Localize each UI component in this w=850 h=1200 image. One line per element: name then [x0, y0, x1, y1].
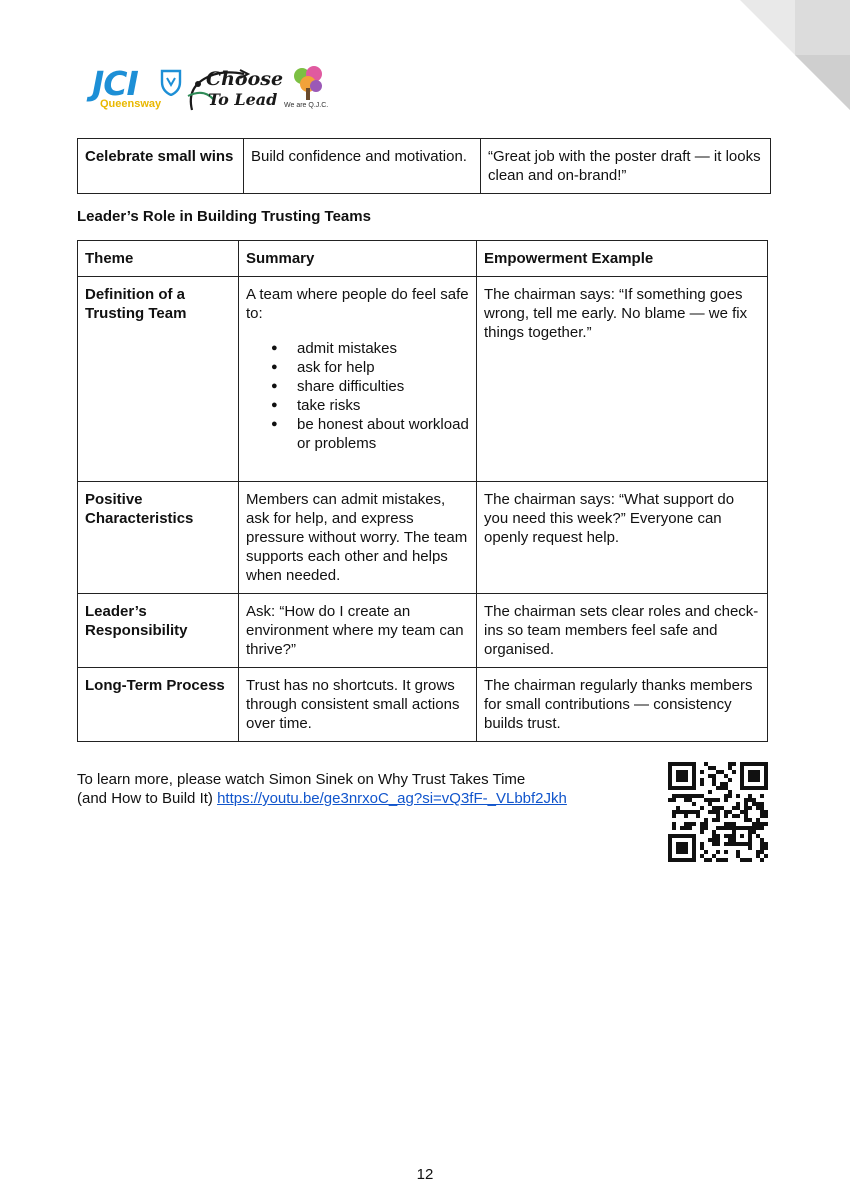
to-lead-logo-text: To Lead	[208, 90, 278, 109]
table-cell-example: The chairman regularly thanks members for small contributions — consistency builds trust.	[477, 668, 768, 742]
footer-line-2	[77, 789, 637, 808]
summary-bullet-list	[246, 339, 469, 453]
table-cell-theme: Positive Characteristics	[78, 482, 239, 594]
list-item: ● share difficulties	[297, 377, 469, 396]
table-cell-summary	[239, 277, 477, 482]
table-row	[78, 139, 771, 194]
table-cell-example: “Great job with the poster draft — it looks clean and on-brand!”	[481, 139, 771, 194]
column-header-example: Empowerment Example	[477, 241, 768, 277]
list-item: ● be honest about workload or problems	[297, 415, 469, 453]
page-number: 12	[416, 1166, 434, 1183]
table-cell-theme: Celebrate small wins	[78, 139, 244, 194]
footer-note	[77, 770, 637, 808]
choose-logo-text: Choose	[206, 68, 284, 90]
table-row	[78, 668, 768, 742]
table-row	[78, 277, 768, 482]
table-header-row	[78, 241, 768, 277]
footer-line-2-prefix: (and How to Build It)	[77, 790, 218, 807]
table-cell-summary: Build confidence and motivation.	[244, 139, 481, 194]
list-item: ● admit mistakes	[297, 339, 469, 358]
table-cell-example: The chairman sets clear roles and check-ins so team members feel safe and organised.	[477, 594, 768, 668]
table-cell-theme: Definition of a Trusting Team	[78, 277, 239, 482]
list-item: ● ask for help	[297, 358, 469, 377]
table-cell-theme: Leader’s Responsibility	[78, 594, 239, 668]
trusting-teams-table	[77, 240, 768, 742]
table-row	[78, 482, 768, 594]
tree-logo-icon	[288, 64, 328, 104]
table-row	[78, 594, 768, 668]
table-cell-summary: Trust has no shortcuts. It grows through consistent small actions over time.	[239, 668, 477, 742]
qjc-logo-caption: We are Q.J.C.	[284, 102, 329, 109]
qr-code-icon[interactable]	[668, 762, 768, 862]
table-cell-summary: Ask: “How do I create an environment where my team can thrive?”	[239, 594, 477, 668]
header-logos	[88, 62, 338, 118]
table-cell-summary: Members can admit mistakes, ask for help, and express pressure without worry. The team supports each other and helps when needed.	[239, 482, 477, 594]
table-cell-theme: Long-Term Process	[78, 668, 239, 742]
footer-line-1: To learn more, please watch Simon Sinek on Why Trust Takes Time	[77, 771, 526, 788]
table-cell-example: The chairman says: “What support do you need this week?” Everyone can openly request help.	[477, 482, 768, 594]
jci-logo-text: JCI	[92, 64, 138, 103]
column-header-theme: Theme	[78, 241, 239, 277]
list-item: ● take risks	[297, 396, 469, 415]
continued-table	[77, 138, 771, 194]
youtube-link[interactable]: https://youtu.be/ge3nrxoC_ag?si=vQ3fF-_VLbbf2Jkh	[217, 790, 567, 807]
section-heading: Leader’s Role in Building Trusting Teams	[77, 208, 371, 225]
table-cell-example: The chairman says: “If something goes wrong, tell me early. No blame — we fix things together.”	[477, 277, 768, 482]
jci-logo-subtitle: Queensway	[100, 98, 162, 110]
summary-intro: A team where people do feel safe to:	[246, 286, 469, 322]
jci-shield-icon	[160, 68, 182, 96]
page-corner-decoration	[740, 0, 850, 110]
column-header-summary: Summary	[239, 241, 477, 277]
